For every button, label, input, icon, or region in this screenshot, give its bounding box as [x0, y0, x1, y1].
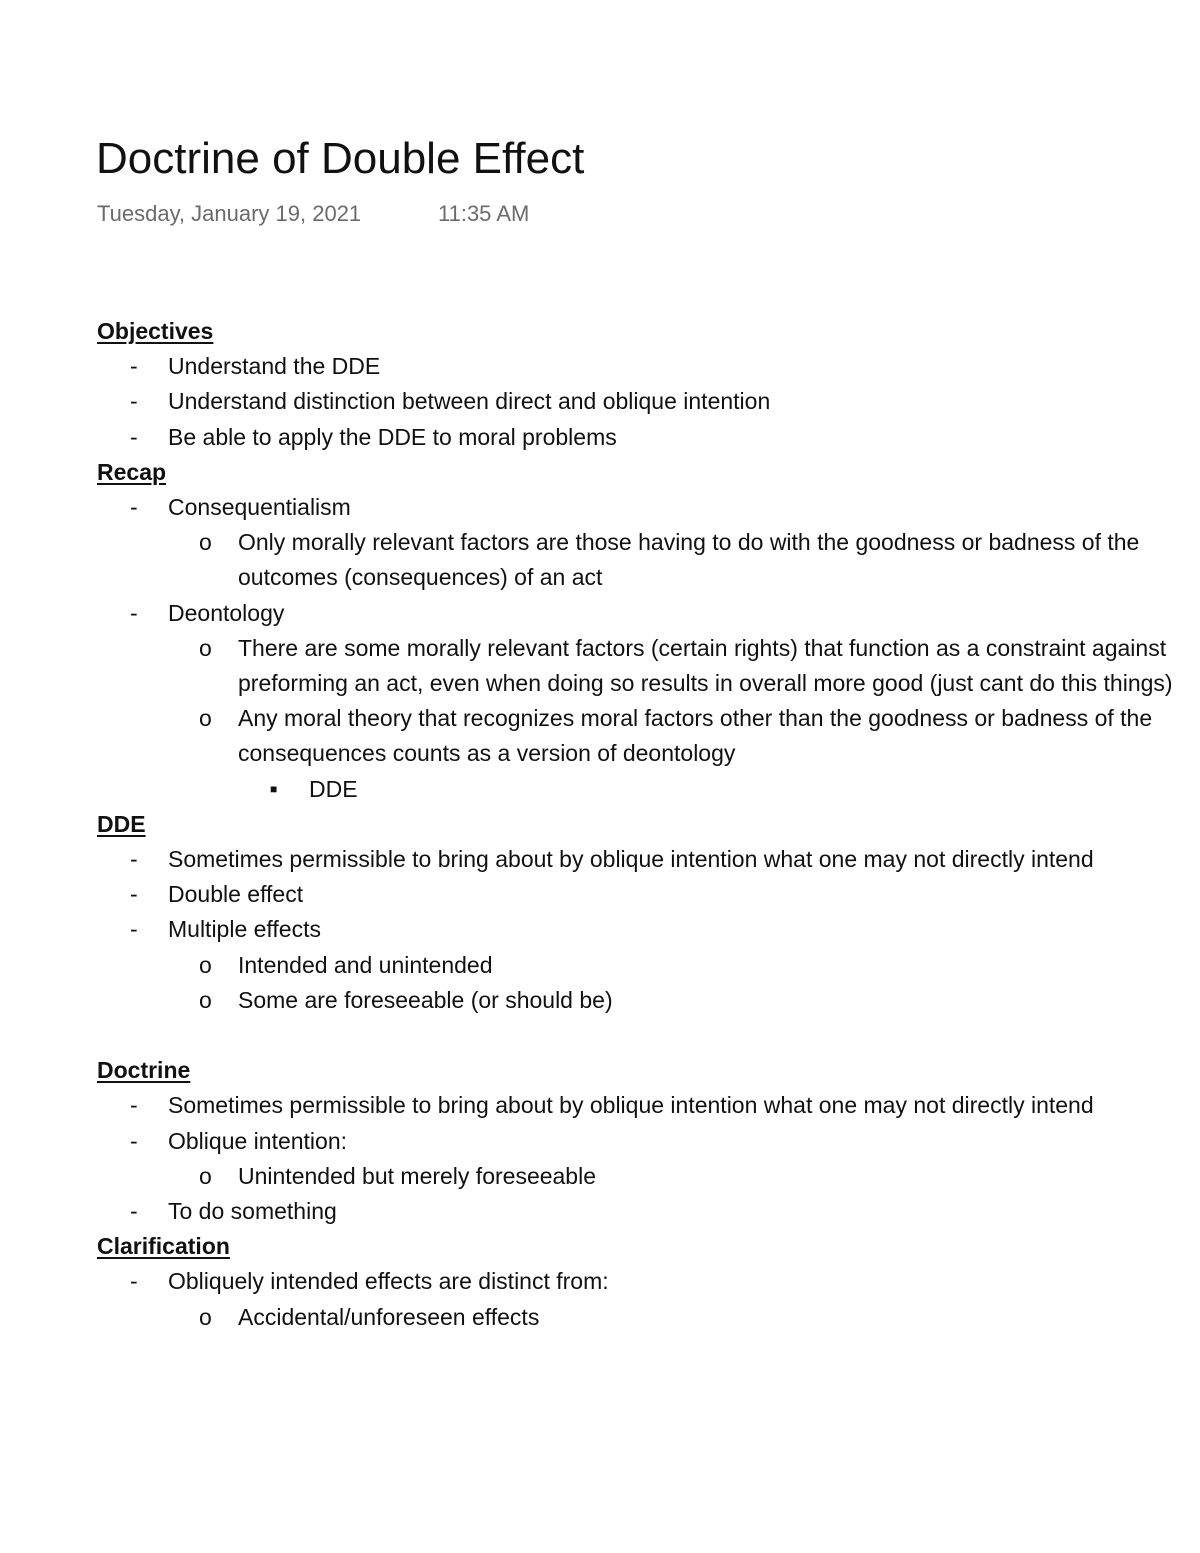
list-item [97, 912, 1187, 947]
dash-bullet: - [130, 353, 138, 380]
circle-bullet: o [199, 1303, 212, 1330]
sub-list-item [97, 631, 1187, 701]
blank-line [97, 1018, 1187, 1053]
list-item-text: Multiple effects [168, 916, 321, 943]
dash-bullet: - [130, 916, 138, 943]
sub-list-item [97, 525, 1187, 595]
list-item [97, 842, 1187, 877]
circle-bullet: o [199, 529, 212, 556]
list-item-text: Be able to apply the DDE to moral problems [168, 423, 617, 450]
sub-sub-list-item [97, 772, 1187, 807]
list-item-text: Obliquely intended effects are distinct from: [168, 1268, 609, 1295]
list-item-text: Understand distinction between direct and oblique intention [168, 388, 771, 415]
dash-bullet: - [130, 599, 138, 626]
dash-bullet: - [130, 846, 138, 873]
circle-bullet: o [199, 951, 212, 978]
list-item-text: Intended and unintended [238, 951, 493, 978]
sub-list-item [97, 983, 1187, 1018]
sub-list-item [97, 948, 1187, 983]
note-time: 11:35 AM [438, 201, 530, 226]
list-item-text: Unintended but merely foreseeable [238, 1162, 597, 1189]
section-heading-recap: Recap [97, 458, 167, 485]
list-item-text: Accidental/unforeseen effects [238, 1303, 540, 1330]
list-item-text: Double effect [168, 881, 304, 908]
list-item [97, 1194, 1187, 1229]
list-item [97, 877, 1187, 912]
sub-list-item [97, 1159, 1187, 1194]
list-item [97, 1264, 1187, 1299]
list-item [97, 384, 1187, 419]
circle-bullet: o [199, 705, 212, 732]
list-item [97, 1088, 1187, 1123]
note-timestamp [97, 200, 530, 228]
list-item [97, 490, 1187, 525]
dash-bullet: - [130, 423, 138, 450]
list-item-text: There are some morally relevant factors (certain rights) that function as a constraint against preforming an act, even when doing so results in overall more good (just cant do this things) [238, 634, 1173, 697]
section-heading-doctrine: Doctrine [97, 1057, 191, 1084]
list-item [97, 1124, 1187, 1159]
sub-list-item [97, 701, 1187, 771]
circle-bullet: o [199, 634, 212, 661]
list-item-text: DDE [309, 775, 358, 802]
list-item-text: Consequentialism [168, 494, 351, 521]
list-item-text: Sometimes permissible to bring about by oblique intention what one may not directly intend [168, 846, 1094, 873]
section-heading-objectives: Objectives [97, 318, 214, 344]
list-item [97, 596, 1187, 631]
list-item-text: Any moral theory that recognizes moral factors other than the goodness or badness of the consequences counts as a version of deontology [238, 705, 1153, 767]
list-item-text: Understand the DDE [168, 353, 381, 380]
dash-bullet: - [130, 881, 138, 908]
dash-bullet: - [130, 1127, 138, 1154]
dash-bullet: - [130, 494, 138, 521]
page-title: Doctrine of Double Effect [96, 134, 585, 183]
circle-bullet: o [199, 986, 212, 1013]
section-heading-clarification: Clarification [97, 1233, 230, 1260]
section-heading-dde: DDE [97, 810, 146, 837]
list-item-text: Only morally relevant factors are those having to do with the goodness or badness of the outcomes (consequences) of an act [238, 529, 1140, 591]
circle-bullet: o [199, 1162, 212, 1189]
square-bullet: ■ [270, 781, 278, 796]
list-item [97, 349, 1187, 384]
list-item-text: Deontology [168, 599, 285, 626]
list-item-text: Oblique intention: [168, 1127, 348, 1154]
dash-bullet: - [130, 1092, 138, 1119]
dash-bullet: - [130, 388, 138, 415]
list-item-text: Sometimes permissible to bring about by oblique intention what one may not directly intend [168, 1092, 1094, 1119]
list-item [97, 420, 1187, 455]
dash-bullet: - [130, 1198, 138, 1225]
note-date: Tuesday, January 19, 2021 [97, 201, 362, 226]
dash-bullet: - [130, 1268, 138, 1295]
list-item-text: To do something [168, 1198, 337, 1225]
sub-list-item [97, 1300, 1187, 1335]
list-item-text: Some are foreseeable (or should be) [238, 986, 613, 1013]
note-body [97, 314, 1187, 1335]
